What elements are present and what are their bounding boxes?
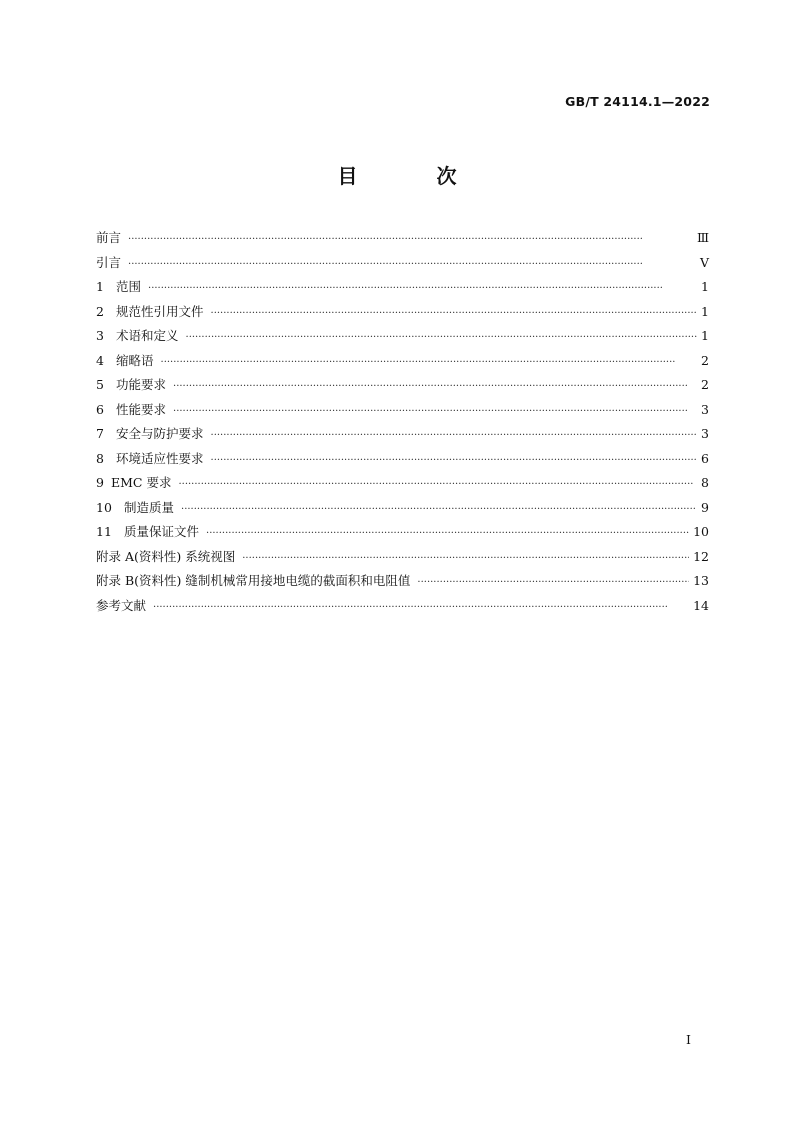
toc-entry-label: 范围	[116, 279, 142, 294]
toc-entry[interactable]	[96, 424, 709, 449]
toc-entry-page: 6	[701, 450, 709, 466]
toc-entry-page: 12	[693, 548, 709, 564]
toc-entry[interactable]	[96, 228, 709, 253]
dot-leader	[206, 528, 689, 539]
toc-entry[interactable]	[96, 522, 709, 547]
toc-entry-number: 10	[96, 499, 112, 515]
toc-entry[interactable]	[96, 326, 709, 351]
dot-leader	[161, 357, 697, 368]
dot-leader	[417, 577, 689, 588]
toc-entry[interactable]	[96, 351, 709, 376]
toc-entry-page: 9	[701, 499, 709, 515]
dot-leader	[173, 381, 697, 392]
dot-leader	[173, 406, 697, 417]
dot-leader	[211, 308, 697, 319]
toc-entry-number: 9	[96, 475, 104, 490]
toc-entry-label: 前言	[96, 230, 122, 245]
dot-leader	[242, 553, 689, 564]
toc-entry-page: 10	[693, 524, 709, 539]
toc-entry-page: 3	[701, 426, 709, 441]
toc-entry[interactable]	[96, 596, 709, 621]
dot-leader	[211, 455, 697, 466]
toc-entry-label: (资料性) 缝制机械常用接地电缆的截面积和电阻值	[134, 573, 411, 588]
toc-entry-page: 2	[701, 352, 709, 368]
dot-leader	[178, 479, 697, 490]
standard-code: GB/T 24114.1—2022	[565, 94, 710, 109]
toc-entry-label: 质量保证文件	[124, 524, 200, 539]
toc-entry[interactable]	[96, 400, 709, 425]
toc-entry-number: 5	[96, 377, 104, 392]
toc-entry-label: 缩略语	[116, 352, 154, 368]
toc-entry-label: 参考文献	[96, 597, 147, 613]
toc-entry-page: 3	[701, 401, 709, 417]
toc-entry-number: 6	[96, 401, 104, 417]
toc-entry[interactable]	[96, 277, 709, 302]
dot-leader	[153, 602, 689, 613]
toc-entry-label: 性能要求	[116, 401, 167, 417]
dot-leader	[128, 259, 696, 270]
toc-entry[interactable]	[96, 375, 709, 400]
toc-entry-number: 3	[96, 328, 104, 343]
toc-entry-label: 引言	[96, 254, 122, 270]
toc-entry-number: 7	[96, 426, 104, 441]
toc-entry[interactable]	[96, 571, 709, 596]
toc-entry-page: 1	[701, 328, 709, 343]
toc-entry[interactable]	[96, 498, 709, 523]
page-title: 目 次	[337, 164, 493, 188]
toc-entry-number: 附录 A	[96, 548, 135, 564]
toc-entry-number: 附录 B	[96, 573, 135, 588]
toc-entry-number: 2	[96, 303, 104, 319]
dot-leader	[186, 332, 697, 343]
dot-leader	[211, 430, 697, 441]
toc-entry-number: 8	[96, 450, 104, 466]
toc-entry[interactable]	[96, 302, 709, 327]
toc-entry-label: EMC 要求	[111, 475, 172, 490]
toc-entry-page: 2	[701, 377, 709, 392]
toc-entry-number: 1	[96, 279, 104, 294]
toc-entry-page: 8	[701, 475, 709, 490]
toc-entry-label: 功能要求	[116, 377, 167, 392]
toc-entry-label: 术语和定义	[116, 328, 179, 343]
dot-leader	[128, 234, 693, 245]
toc-entry-label: (资料性) 系统视图	[134, 548, 236, 564]
toc-entry-number: 4	[96, 352, 104, 368]
toc-entry-label: 制造质量	[124, 499, 175, 515]
toc-entry[interactable]	[96, 449, 709, 474]
page-number: I	[686, 1032, 691, 1047]
toc-entry-page: 14	[693, 597, 709, 613]
toc-entry-label: 环境适应性要求	[116, 450, 204, 466]
dot-leader	[148, 283, 697, 294]
toc-entry-page: Ⅲ	[696, 230, 709, 245]
toc-entry[interactable]	[96, 547, 709, 572]
toc-entry-page: 1	[701, 303, 709, 319]
toc-entry[interactable]	[96, 473, 709, 498]
table-of-contents	[96, 228, 709, 620]
dot-leader	[181, 504, 697, 515]
toc-entry[interactable]	[96, 253, 709, 278]
toc-entry-number: 11	[96, 524, 112, 539]
toc-entry-label: 规范性引用文件	[116, 303, 204, 319]
toc-entry-page: 13	[693, 573, 709, 588]
toc-entry-label: 安全与防护要求	[116, 426, 204, 441]
toc-entry-page: V	[699, 254, 709, 270]
toc-entry-page: 1	[701, 279, 709, 294]
